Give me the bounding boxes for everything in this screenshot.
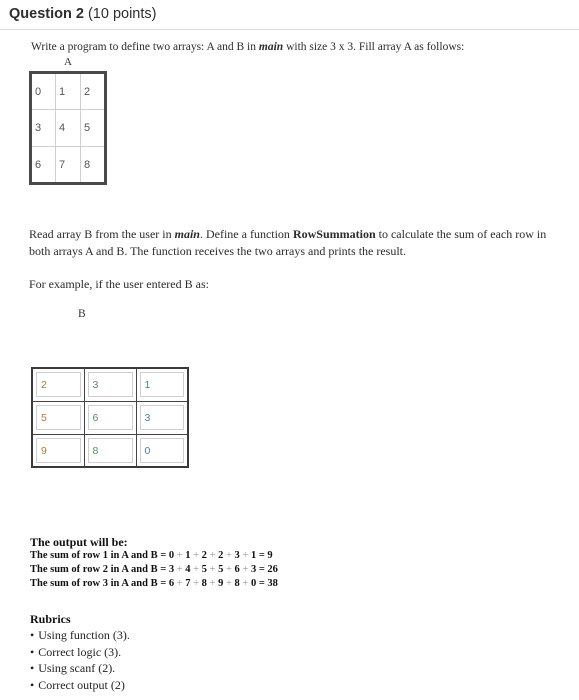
- intro-suffix: with size 3 x 3. Fill array A as follows:: [283, 41, 465, 53]
- table-row: [32, 368, 188, 401]
- output-line: The sum of row 3 in A and B = 6 + 7 + 8 + 9 + 8 + 0 = 38: [30, 578, 278, 589]
- term: 0: [250, 578, 257, 589]
- array-a-cell: 2: [81, 73, 106, 110]
- desc-part: to calculate the sum of each row in both arrays A and B. The function receives the two arrays and prints the result.: [29, 227, 547, 258]
- question-title: [9, 6, 156, 22]
- array-b-cell: [136, 401, 188, 434]
- array-b-cell: [136, 434, 188, 467]
- cell-value: 1: [140, 372, 185, 397]
- cell-value: 6: [88, 405, 133, 430]
- example-text: For example, if the user entered B as:: [29, 277, 209, 291]
- desc-emphasis: main: [174, 227, 200, 241]
- description-paragraph: [29, 226, 554, 259]
- table-row: [32, 401, 188, 434]
- list-item: • Using scanf (2).: [30, 660, 130, 677]
- term: 8: [234, 578, 240, 589]
- term: 4: [185, 564, 191, 575]
- array-b-table: [31, 367, 189, 468]
- term: 1: [185, 550, 191, 561]
- output-prefix: The sum of row 1 in A and B =: [30, 550, 169, 561]
- list-item: • Using function (3).: [30, 627, 130, 644]
- array-b-cell: [84, 401, 136, 434]
- table-row: [31, 147, 106, 184]
- rubrics-heading: Rubrics: [30, 612, 71, 626]
- array-b-label: B: [78, 308, 86, 320]
- array-a-cell: 4: [56, 110, 81, 147]
- term: 8: [201, 578, 207, 589]
- array-a-cell: 6: [31, 147, 56, 184]
- array-a-cell: 0: [31, 73, 56, 110]
- intro-text: [31, 41, 464, 53]
- array-b-cell: [32, 434, 84, 467]
- question-points: (10 points): [87, 6, 157, 22]
- function-name: RowSummation: [292, 227, 376, 241]
- list-item: • Correct logic (3).: [30, 644, 130, 661]
- cell-value: 3: [140, 405, 185, 430]
- array-b-cell: [84, 434, 136, 467]
- desc-part: Read array B from the user in: [29, 227, 175, 241]
- term: 9: [218, 578, 224, 589]
- table-row: [31, 73, 106, 110]
- divider: [0, 29, 579, 30]
- term: 2: [218, 550, 224, 561]
- question-number: Question 2: [9, 6, 84, 22]
- array-b-cell: [84, 368, 136, 401]
- output-line: The sum of row 2 in A and B = 3 + 4 + 5 + 5 + 6 + 3 = 26: [30, 564, 278, 575]
- array-a-cell: 1: [56, 73, 81, 110]
- array-b-cell: [32, 368, 84, 401]
- cell-value: 9: [36, 438, 81, 463]
- row-total: 38: [267, 578, 278, 589]
- output-heading: The output will be:: [30, 535, 128, 549]
- array-a-cell: 7: [56, 147, 81, 184]
- term: 6: [168, 578, 175, 589]
- array-a-cell: 3: [31, 110, 56, 147]
- cell-value: 2: [36, 372, 81, 397]
- row-total: 26: [267, 564, 278, 575]
- term: 5: [201, 564, 207, 575]
- intro-emphasis: main: [258, 41, 284, 53]
- array-a-table: [29, 71, 107, 185]
- desc-part: . Define a function: [199, 227, 293, 241]
- array-a-label: A: [64, 56, 72, 68]
- term: 3: [250, 564, 257, 575]
- term: 3: [168, 564, 175, 575]
- output-prefix: The sum of row 2 in A and B =: [30, 564, 169, 575]
- term: 1: [250, 550, 257, 561]
- cell-value: 8: [88, 438, 133, 463]
- term: 3: [234, 550, 240, 561]
- output-prefix: The sum of row 3 in A and B =: [30, 578, 169, 589]
- rubrics-list: [30, 627, 130, 693]
- array-a-cell: 5: [81, 110, 106, 147]
- table-row: [31, 110, 106, 147]
- intro-prefix: Write a program to define two arrays: A and B in: [31, 41, 259, 53]
- row-total: 9: [267, 550, 273, 561]
- cell-value: 5: [36, 405, 81, 430]
- array-b-cell: [32, 401, 84, 434]
- list-item: • Correct output (2): [30, 677, 130, 694]
- term: 6: [234, 564, 240, 575]
- cell-value: 0: [140, 438, 185, 463]
- cell-value: 3: [88, 372, 133, 397]
- term: 5: [218, 564, 224, 575]
- array-a-cell: 8: [81, 147, 106, 184]
- term: 7: [185, 578, 191, 589]
- table-row: [32, 434, 188, 467]
- output-line: The sum of row 1 in A and B = 0 + 1 + 2 + 2 + 3 + 1 = 9: [30, 550, 273, 561]
- term: 2: [201, 550, 207, 561]
- array-b-cell: [136, 368, 188, 401]
- term: 0: [168, 550, 175, 561]
